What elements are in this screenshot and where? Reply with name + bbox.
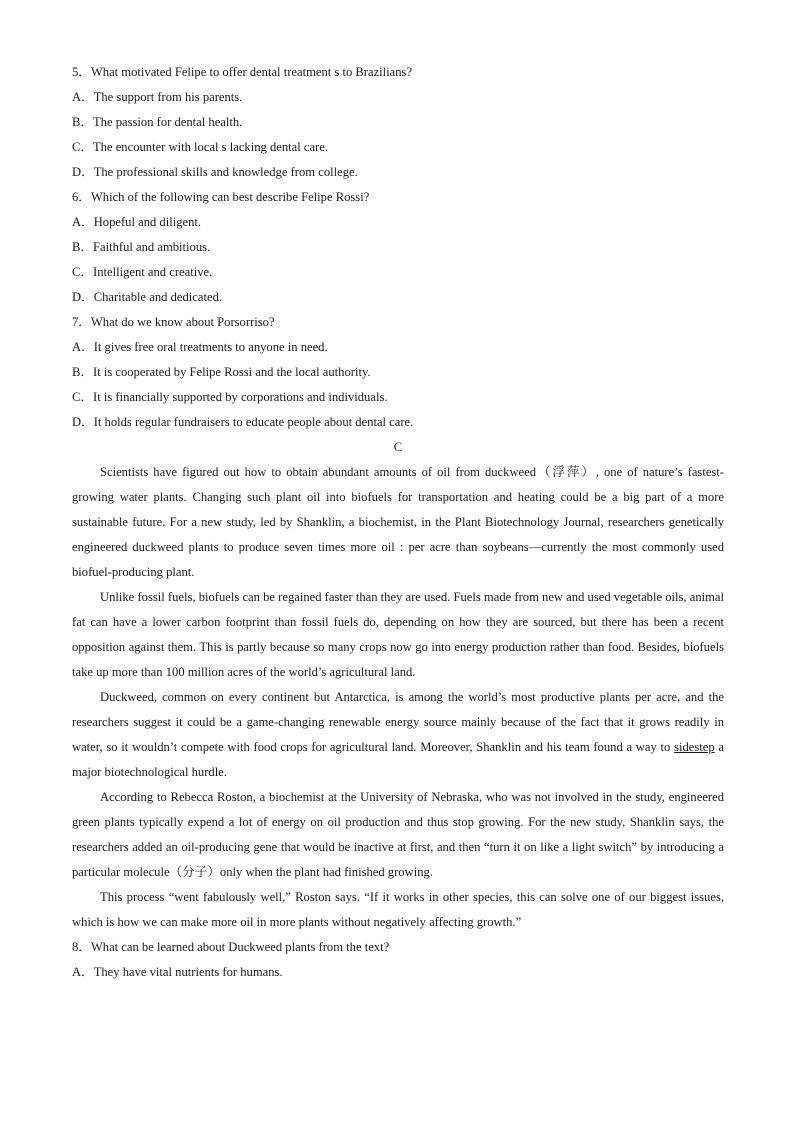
- option-7b: B．It is cooperated by Felipe Rossi and the local authority.: [72, 365, 371, 379]
- option-5c: C．The encounter with local s lacking dental care.: [72, 140, 328, 154]
- option-6b: B．Faithful and ambitious.: [72, 240, 211, 254]
- option-7c: C．It is financially supported by corporations and individuals.: [72, 390, 388, 404]
- option-5d: D．The professional skills and knowledge from college.: [72, 165, 358, 179]
- paragraph-3-text-start: Duckweed, common on every continent but Antarctica, is among the world’s most productive plants per acre, and the researchers suggest it could be a game-changing renewable energy source mainly because of the fact that it grows readily in water, so it wouldn’t compete with food crops for agricultural land. Moreover, Shanklin and his team found a way to: [72, 690, 724, 754]
- question-6: 6．Which of the following can best describe Felipe Rossi?: [72, 190, 370, 204]
- passage-paragraph-1: Scientists have figured out how to obtain abundant amounts of oil from duckweed（浮萍）, one of nature’s fastest-growing water plants. Changing such plant oil into biofuels for transportation and heating could be a big part of a more sustainable future. For a new study, led by Shanklin, a biochemist, in the Plant Biotechnology Journal, researchers genetically engineered duckweed plants to produce seven times more oil : per acre than soybeans—currently the most commonly used biofuel-producing plant.: [72, 465, 724, 579]
- underlined-word-sidestep: sidestep: [674, 740, 715, 754]
- section-heading-c: C: [393, 440, 403, 454]
- passage-paragraph-4: According to Rebecca Roston, a biochemist at the University of Nebraska, who was not involved in the study, engineered green plants typically expend a lot of energy on oil production and thus stop growing. For the new study, Shanklin says, the researchers added an oil-producing gene that would be inactive at first, and then “turn it on like a light switch” by introducing a particular molecule（分子）only when the plant had finished growing.: [72, 790, 724, 879]
- question-7: 7．What do we know about Porsorriso?: [72, 315, 275, 329]
- option-7a: A．It gives free oral treatments to anyone in need.: [72, 340, 328, 354]
- option-6a: A．Hopeful and diligent.: [72, 215, 202, 229]
- option-5b: B．The passion for dental health.: [72, 115, 243, 129]
- option-7d: D．It holds regular fundraisers to educate people about dental care.: [72, 415, 414, 429]
- passage-paragraph-3: [72, 685, 724, 785]
- option-5a: A．The support from his parents.: [72, 90, 243, 104]
- option-8a: A．They have vital nutrients for humans.: [72, 965, 283, 979]
- passage-paragraph-5: This process “went fabulously well,” Roston says. “If it works in other species, this can solve one of our biggest issues, which is how we can make more oil in more plants without negatively affecting growth.”: [72, 890, 724, 929]
- exam-page: [72, 60, 724, 985]
- option-6d: D．Charitable and dedicated.: [72, 290, 223, 304]
- paragraph-3-text-end: a major biotechnological hurdle.: [72, 740, 724, 779]
- question-8: 8．What can be learned about Duckweed plants from the text?: [72, 940, 390, 954]
- passage-paragraph-2: Unlike fossil fuels, biofuels can be regained faster than they are used. Fuels made from new and used vegetable oils, animal fat can have a lower carbon footprint than fossil fuels do, depending on how they are sourced, but there has been a recent opposition against them. This is partly because so many crops now go into energy production rather than food. Besides, biofuels take up more than 100 million acres of the world’s agricultural land.: [72, 590, 724, 679]
- option-6c: C．Intelligent and creative.: [72, 265, 213, 279]
- question-5: 5．What motivated Felipe to offer dental treatment s to Brazilians?: [72, 65, 413, 79]
